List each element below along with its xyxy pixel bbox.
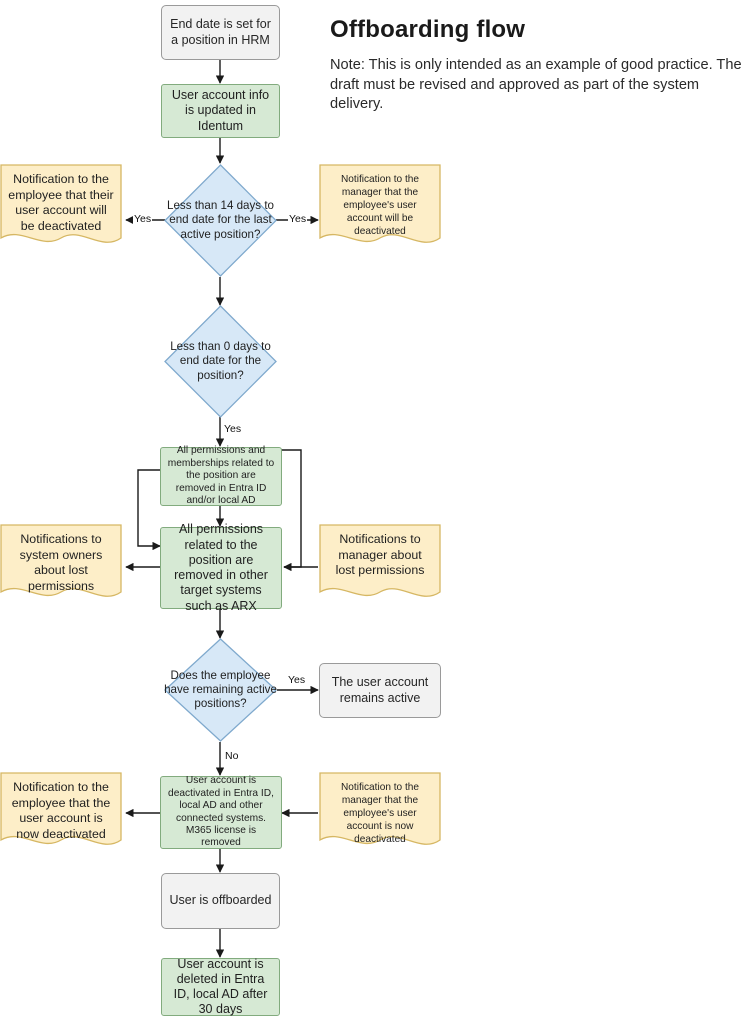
node-remove-entra-ad — [160, 447, 282, 506]
note-manager-lost-permissions — [319, 524, 441, 606]
node-remove-other-systems-label: All permissions related to the position are removed in other target systems such as ARX — [174, 522, 268, 613]
note-employee-now-deactivated — [0, 772, 122, 854]
note-employee-will-be-deactivated — [0, 164, 122, 252]
edge-label-no-remaining: No — [225, 750, 239, 762]
node-start-label: End date is set for a position in HRM — [170, 17, 271, 47]
node-update-identum-label: User account info is updated in Identum — [171, 88, 270, 133]
node-decision-14-days — [164, 164, 277, 277]
page-note: Note: This is only intended as an example of good practice. The draft must be revised and approved as part of the system delivery. — [330, 57, 742, 113]
node-user-offboarded-label: User is offboarded — [169, 893, 272, 908]
edge-label-yes-0-days: Yes — [224, 423, 242, 435]
note-manager-now-deactivated-label: Notification to the manager that the employee's user account is now deactivated — [341, 782, 419, 846]
note-manager-now-deactivated — [319, 772, 441, 854]
edge-label-yes-remaining: Yes — [288, 674, 306, 686]
edge-label-yes-right-14: Yes — [289, 213, 307, 225]
node-update-identum — [161, 84, 280, 138]
page-title: Offboarding flow — [330, 16, 526, 43]
node-decision-0-days-label: Less than 0 days to end date for the position? — [170, 340, 271, 382]
edge-label-yes-left-14: Yes — [134, 213, 152, 225]
node-start — [161, 5, 280, 60]
node-account-deactivated — [160, 776, 282, 849]
note-manager-will-be-deactivated-label: Notification to the manager that the employee's user account will be deactivated — [341, 174, 419, 238]
node-account-deleted — [161, 958, 280, 1016]
node-account-deleted-label: User account is deleted in Entra ID, local AD after 30 days — [173, 956, 268, 1017]
note-system-owners-lost-permissions-label: Notifications to system owners about lost permissions — [19, 532, 103, 593]
node-decision-remaining-positions — [164, 638, 277, 742]
note-manager-lost-permissions-label: Notifications to manager about lost permissions — [335, 532, 425, 577]
note-employee-now-deactivated-label: Notification to the employee that the user account is now deactivated — [11, 780, 111, 841]
node-account-deactivated-label: User account is deactivated in Entra ID, local AD and other connected systems. M365 license is removed — [168, 775, 274, 849]
node-account-remains-active — [319, 663, 441, 718]
node-account-remains-active-label: The user account remains active — [331, 675, 429, 705]
node-decision-14-days-label: Less than 14 days to end date for the last active position? — [167, 199, 274, 241]
node-decision-remaining-positions-label: Does the employee have remaining active positions? — [164, 668, 277, 711]
node-decision-0-days — [164, 305, 277, 418]
note-system-owners-lost-permissions — [0, 524, 122, 606]
note-manager-will-be-deactivated — [319, 164, 441, 252]
node-remove-other-systems — [160, 522, 282, 613]
node-user-offboarded — [161, 873, 280, 929]
note-employee-will-be-deactivated-label: Notification to the employee that their user account will be deactivated — [8, 172, 114, 233]
node-remove-entra-ad-label: All permissions and memberships related to the position are removed in Entra ID and/or local AD — [167, 445, 275, 507]
